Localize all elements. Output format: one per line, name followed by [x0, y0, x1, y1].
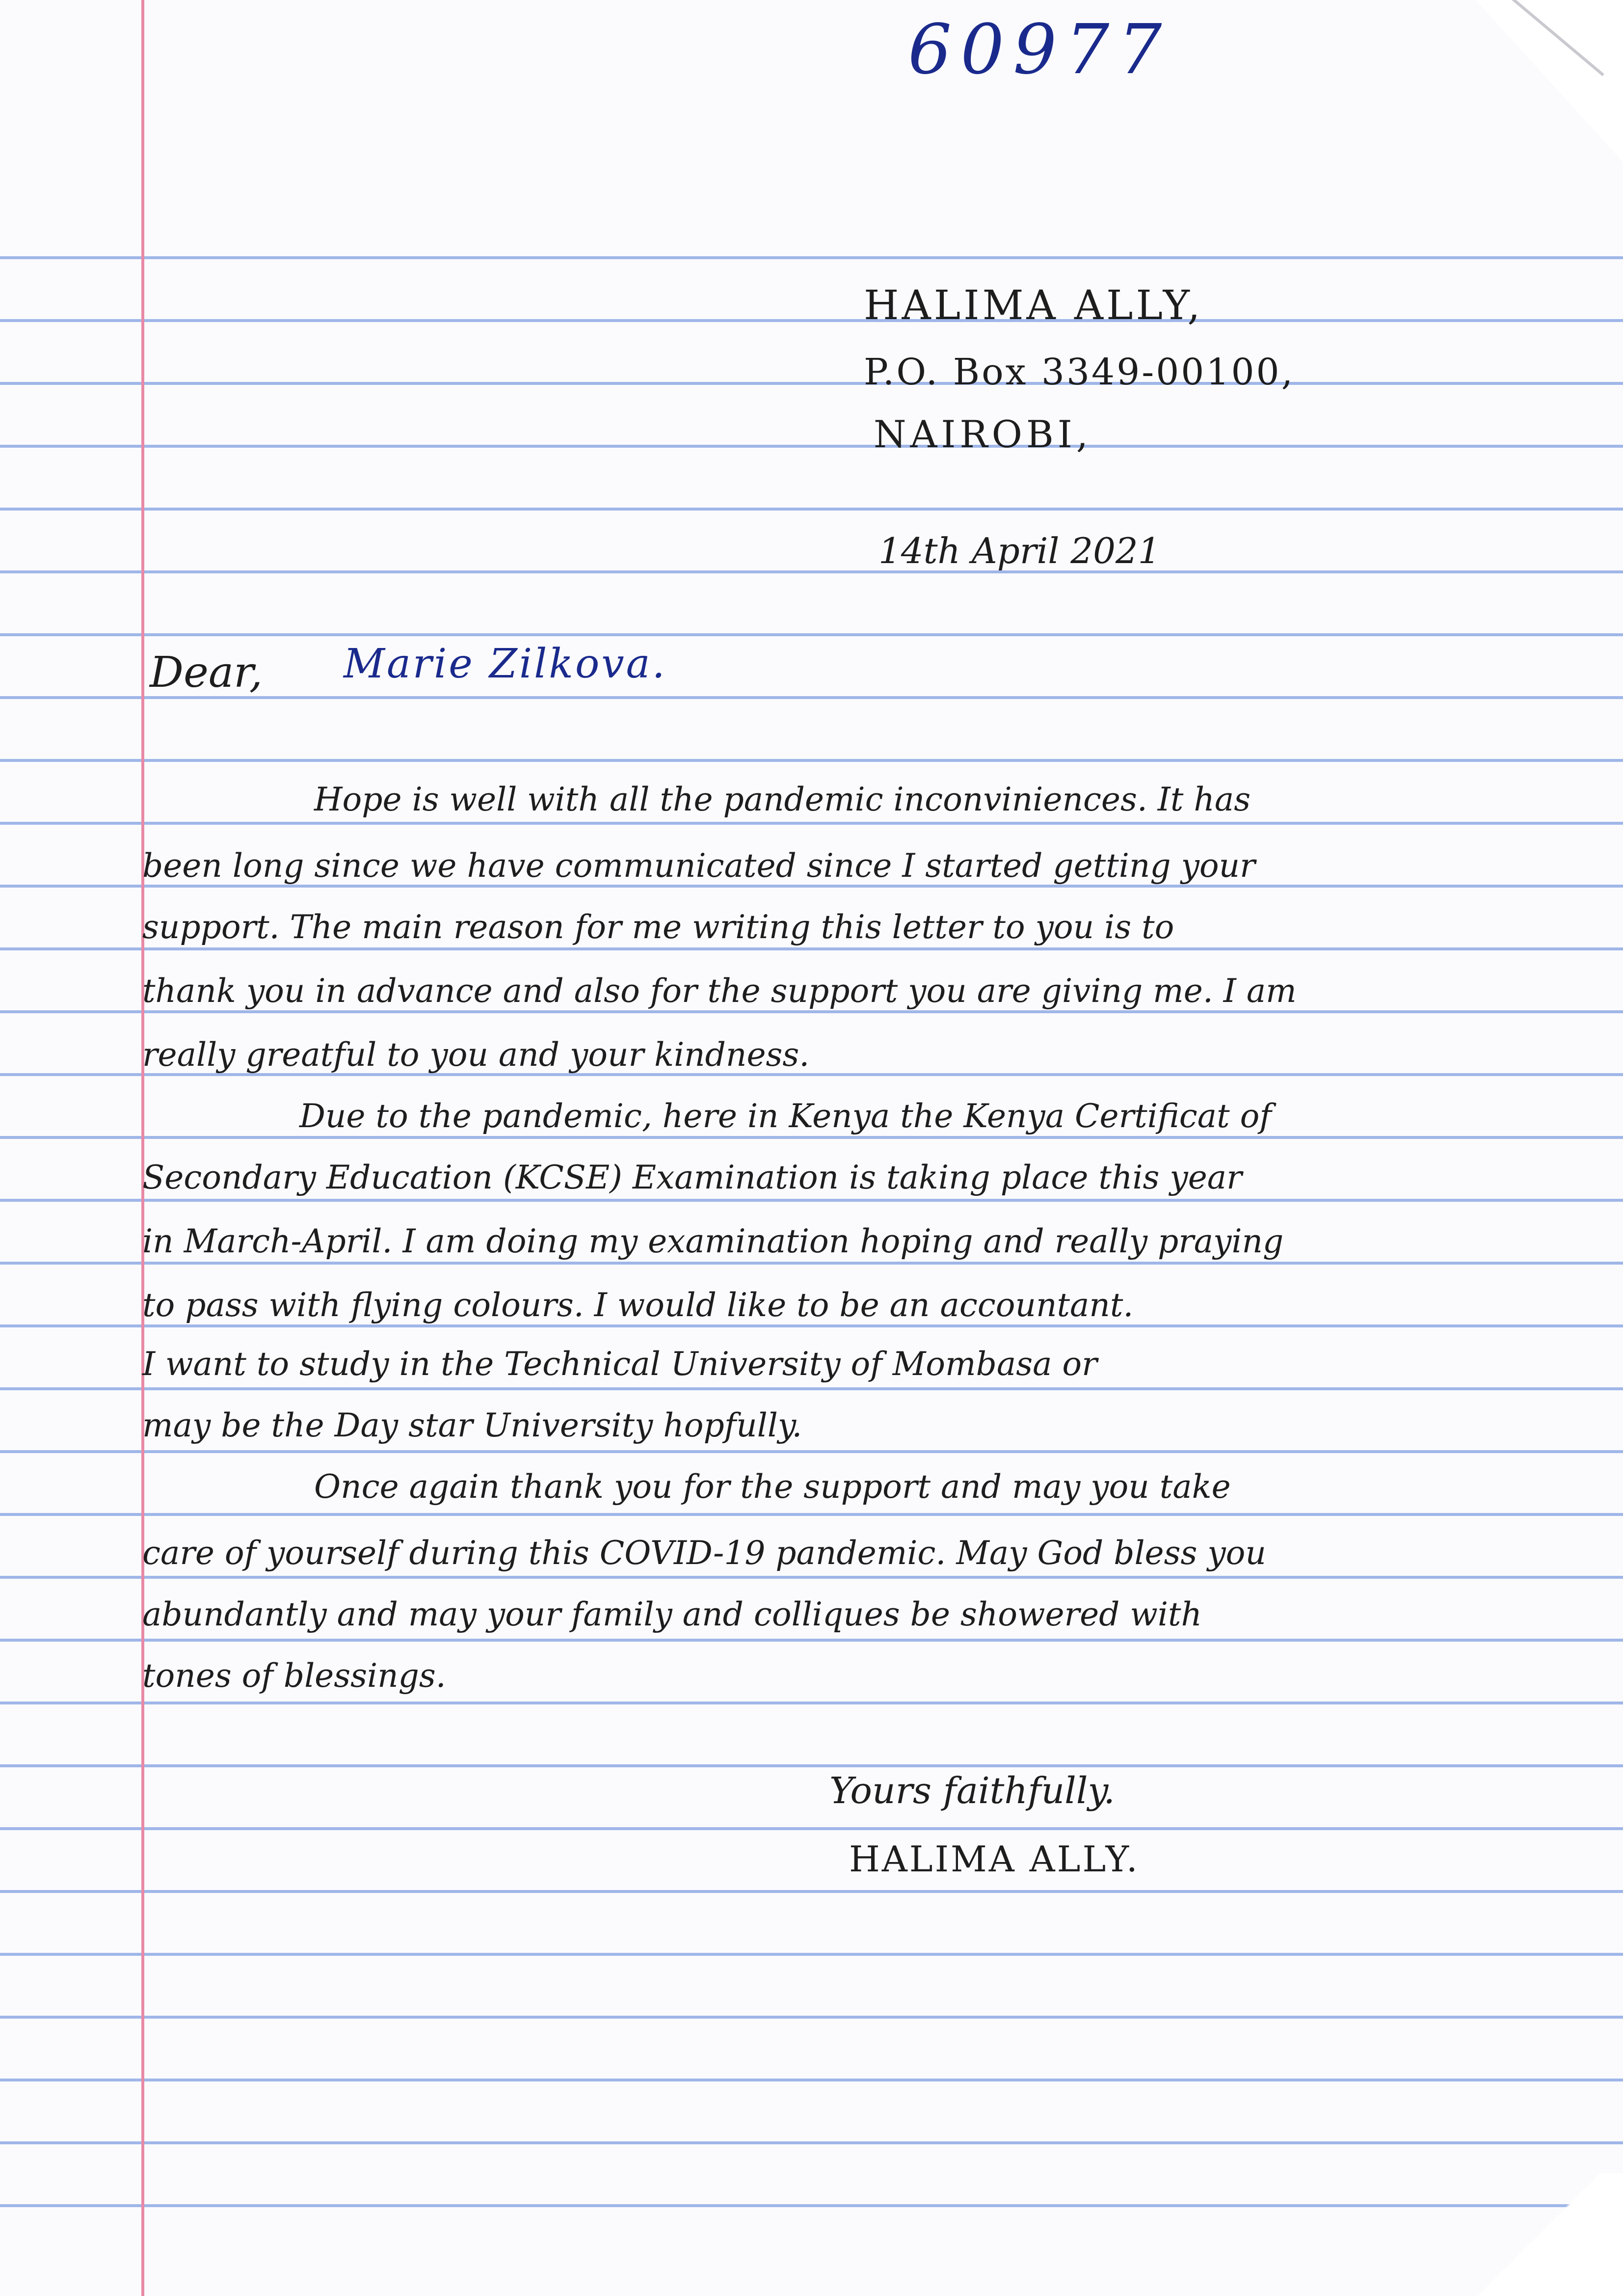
- body-line: Hope is well with all the pandemic inconviniences. It has: [314, 781, 1251, 818]
- body-line: tones of blessings.: [142, 1657, 446, 1695]
- reference-number: 60977: [908, 10, 1171, 90]
- sender-city: NAIROBI,: [874, 412, 1092, 456]
- body-line: really greatful to you and your kindness.: [142, 1036, 810, 1074]
- salutation: Dear,: [150, 648, 263, 697]
- body-line: to pass with flying colours. I would like to be an accountant.: [142, 1286, 1134, 1324]
- folded-corner: [1476, 0, 1623, 162]
- body-line: care of yourself during this COVID-19 pandemic. May God bless you: [142, 1534, 1266, 1572]
- body-line: in March-April. I am doing my examination hoping and really praying: [142, 1222, 1284, 1260]
- letter-date: 14th April 2021: [878, 530, 1161, 571]
- sender-name: HALIMA ALLY,: [864, 282, 1203, 329]
- closing: Yours faithfully.: [829, 1770, 1115, 1812]
- body-line: support. The main reason for me writing this letter to you is to: [142, 908, 1174, 946]
- recipient-name: Marie Zilkova.: [344, 641, 667, 687]
- body-line: may be the Day star University hopfully.: [142, 1406, 802, 1444]
- torn-paper-edge: [1378, 2173, 1623, 2296]
- signature: HALIMA ALLY.: [849, 1838, 1140, 1880]
- body-line: Due to the pandemic, here in Kenya the Kenya Certificat of: [299, 1097, 1272, 1135]
- body-line: I want to study in the Technical University of Mombasa or: [142, 1345, 1097, 1383]
- body-line: Secondary Education (KCSE) Examination is taking place this year: [142, 1159, 1242, 1196]
- body-line: abundantly and may your family and colliques be showered with: [142, 1595, 1202, 1633]
- body-line: Once again thank you for the support and may you take: [314, 1468, 1231, 1506]
- sender-po-box: P.O. Box 3349-00100,: [864, 351, 1295, 393]
- body-line: been long since we have communicated since I started getting your: [142, 847, 1255, 885]
- body-line: thank you in advance and also for the support you are giving me. I am: [142, 972, 1297, 1010]
